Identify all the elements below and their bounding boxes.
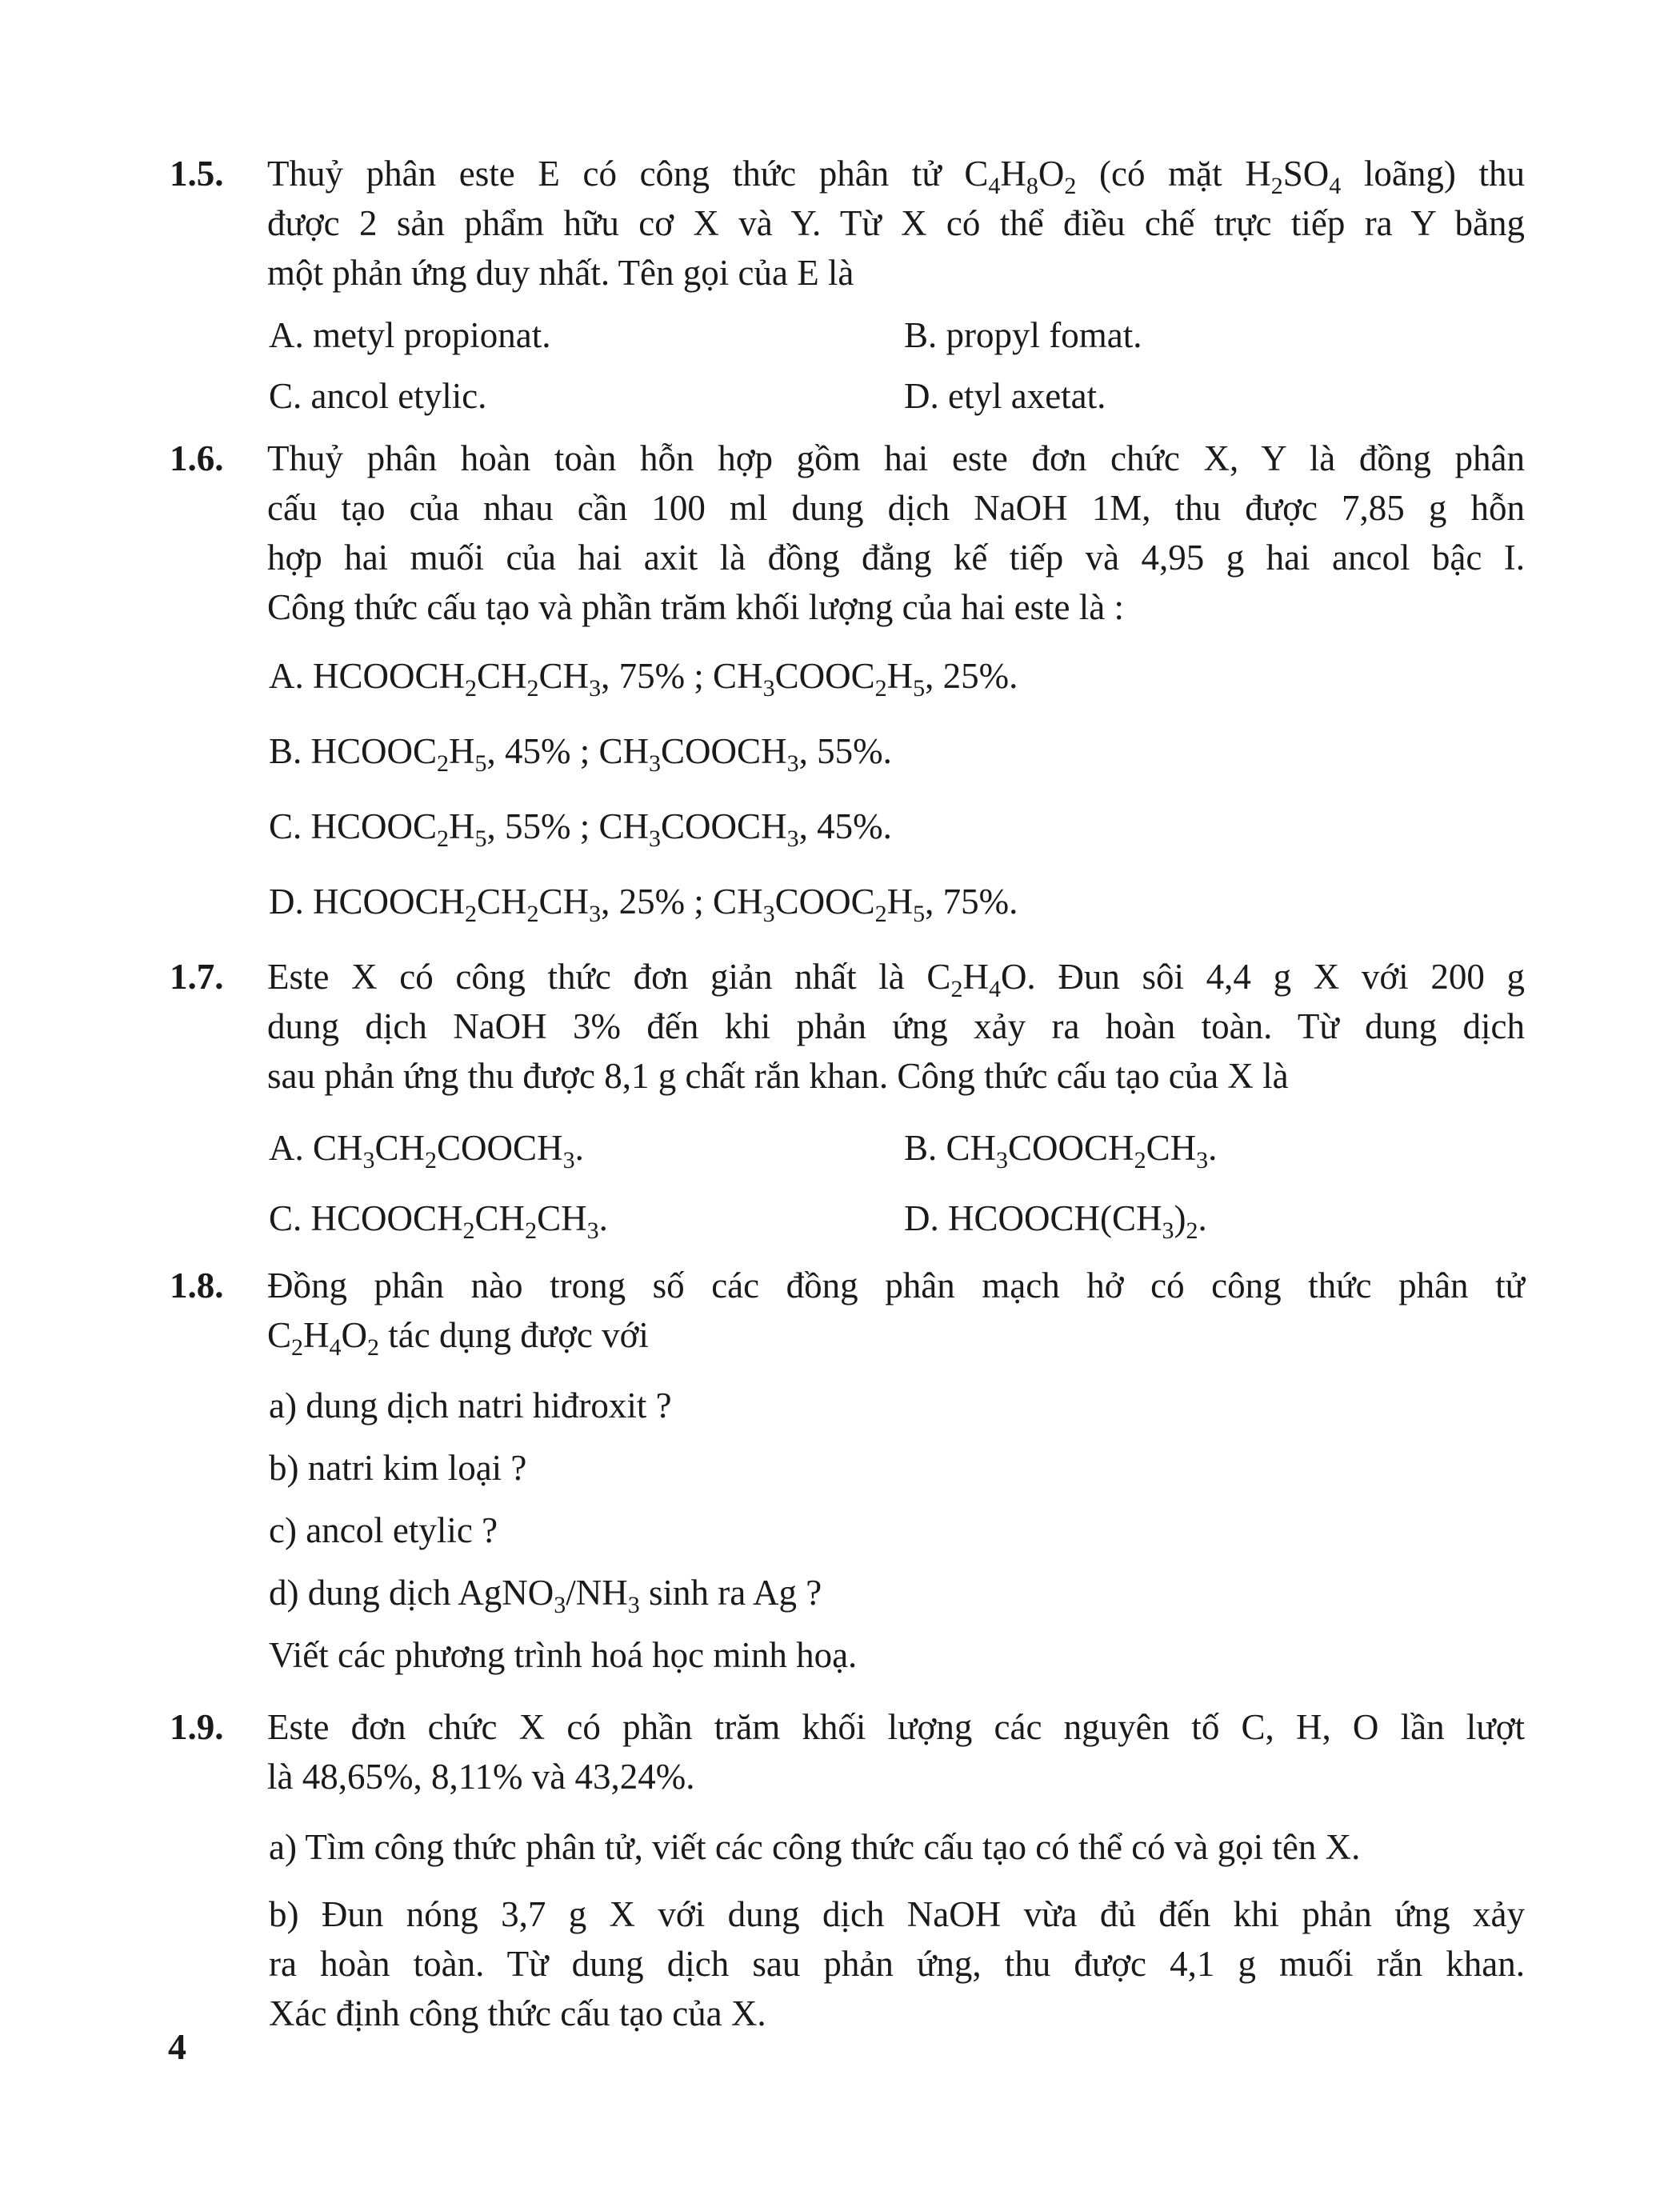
part-line: b) Đun nóng 3,7 g X với dung dịch NaOH vừa đủ đến khi phản ứng xảy xyxy=(269,1894,1525,1934)
part-d: d) dung dịch $AgNO_3/NH_3$ sinh ra Ag ? xyxy=(269,1573,822,1618)
stem-line: Đồng phân nào trong số các đồng phân mạch hở có công thức phân tử xyxy=(267,1265,1525,1305)
part-line: ra hoàn toàn. Từ dung dịch sau phản ứng, thu được 4,1 g muối rắn khan. xyxy=(269,1944,1525,1984)
stem-line: dung dịch NaOH 3% đến khi phản ứng xảy ra hoàn toàn. Từ dung dịch xyxy=(267,1006,1525,1046)
question-number: 1.6. xyxy=(170,438,224,478)
option-a: A. $HCOOCH_2CH_2CH_3$, 75% ; $CH_3COOC_2H_5$, 25%. xyxy=(269,656,1018,702)
option-d: D. $HCOOCH(CH_3)_2$. xyxy=(904,1198,1207,1244)
question-number: 1.7. xyxy=(170,957,224,997)
part-a: a) Tìm công thức phân tử, viết các công thức cấu tạo có thể có và gọi tên X. xyxy=(269,1827,1361,1867)
option-c: C. $HCOOC_2H_5$, 55% ; $CH_3COOCH_3$, 45%. xyxy=(269,806,892,852)
part-line: Xác định công thức cấu tạo của X. xyxy=(269,1993,766,2033)
question-number: 1.9. xyxy=(170,1707,224,1747)
stem-line: Este X có công thức đơn giản nhất là $C_2H_4O$. Đun sôi 4,4 g X với 200 g xyxy=(267,957,1525,1002)
question-stem xyxy=(267,952,1525,1101)
instruction: Viết các phương trình hoá học minh hoạ. xyxy=(269,1635,858,1675)
stem-line: được 2 sản phẩm hữu cơ X và Y. Từ X có thể điều chế trực tiếp ra Y bằng xyxy=(267,203,1525,243)
stem-line: cấu tạo của nhau cần 100 ml dung dịch NaOH 1M, thu được 7,85 g hỗn xyxy=(267,488,1525,528)
stem-line: Thuỷ phân hoàn toàn hỗn hợp gồm hai este đơn chức X, Y là đồng phân xyxy=(267,438,1525,478)
option-c: C. ancol etylic. xyxy=(269,376,487,416)
question-stem xyxy=(267,1702,1525,1801)
question-stem xyxy=(267,434,1525,632)
part-b: b) natri kim loại ? xyxy=(269,1448,527,1488)
option-d: D. etyl axetat. xyxy=(904,376,1106,416)
stem-line: là 48,65%, 8,11% và 43,24%. xyxy=(267,1757,695,1797)
part-a: a) dung dịch natri hiđroxit ? xyxy=(269,1385,672,1425)
stem-line: hợp hai muối của hai axit là đồng đẳng kế tiếp và 4,95 g hai ancol bậc I. xyxy=(267,538,1525,578)
page-number: 4 xyxy=(168,2026,186,2067)
question-stem xyxy=(267,1261,1525,1360)
stem-line: Este đơn chức X có phần trăm khối lượng các nguyên tố C, H, O lần lượt xyxy=(267,1707,1525,1747)
option-c: C. $HCOOCH_2CH_2CH_3$. xyxy=(269,1198,608,1244)
stem-line: một phản ứng duy nhất. Tên gọi của E là xyxy=(267,253,854,293)
part-c: c) ancol etylic ? xyxy=(269,1510,498,1550)
question-number: 1.8. xyxy=(170,1265,224,1305)
option-a: A. $CH_3CH_2COOCH_3$. xyxy=(269,1128,584,1173)
stem-line: sau phản ứng thu được 8,1 g chất rắn khan. Công thức cấu tạo của X là xyxy=(267,1056,1289,1096)
stem-line: $C_2H_4O_2$ tác dụng được với xyxy=(267,1315,649,1361)
option-a: A. metyl propionat. xyxy=(269,315,551,355)
option-b: B. $CH_3COOCH_2CH_3$. xyxy=(904,1128,1218,1173)
option-d: D. $HCOOCH_2CH_2CH_3$, 25% ; $CH_3COOC_2H_5$, 75%. xyxy=(269,882,1018,927)
question-stem xyxy=(267,149,1525,298)
question-number: 1.5. xyxy=(170,154,224,194)
stem-line: Thuỷ phân este E có công thức phân tử $C_4H_8O_2$ (có mặt $H_2SO_4$ loãng) thu xyxy=(267,154,1525,199)
option-b: B. propyl fomat. xyxy=(904,315,1142,355)
option-b: B. $HCOOC_2H_5$, 45% ; $CH_3COOCH_3$, 55%. xyxy=(269,731,892,777)
stem-line: Công thức cấu tạo và phần trăm khối lượng của hai este là : xyxy=(267,587,1125,627)
part-b xyxy=(269,1889,1525,2038)
